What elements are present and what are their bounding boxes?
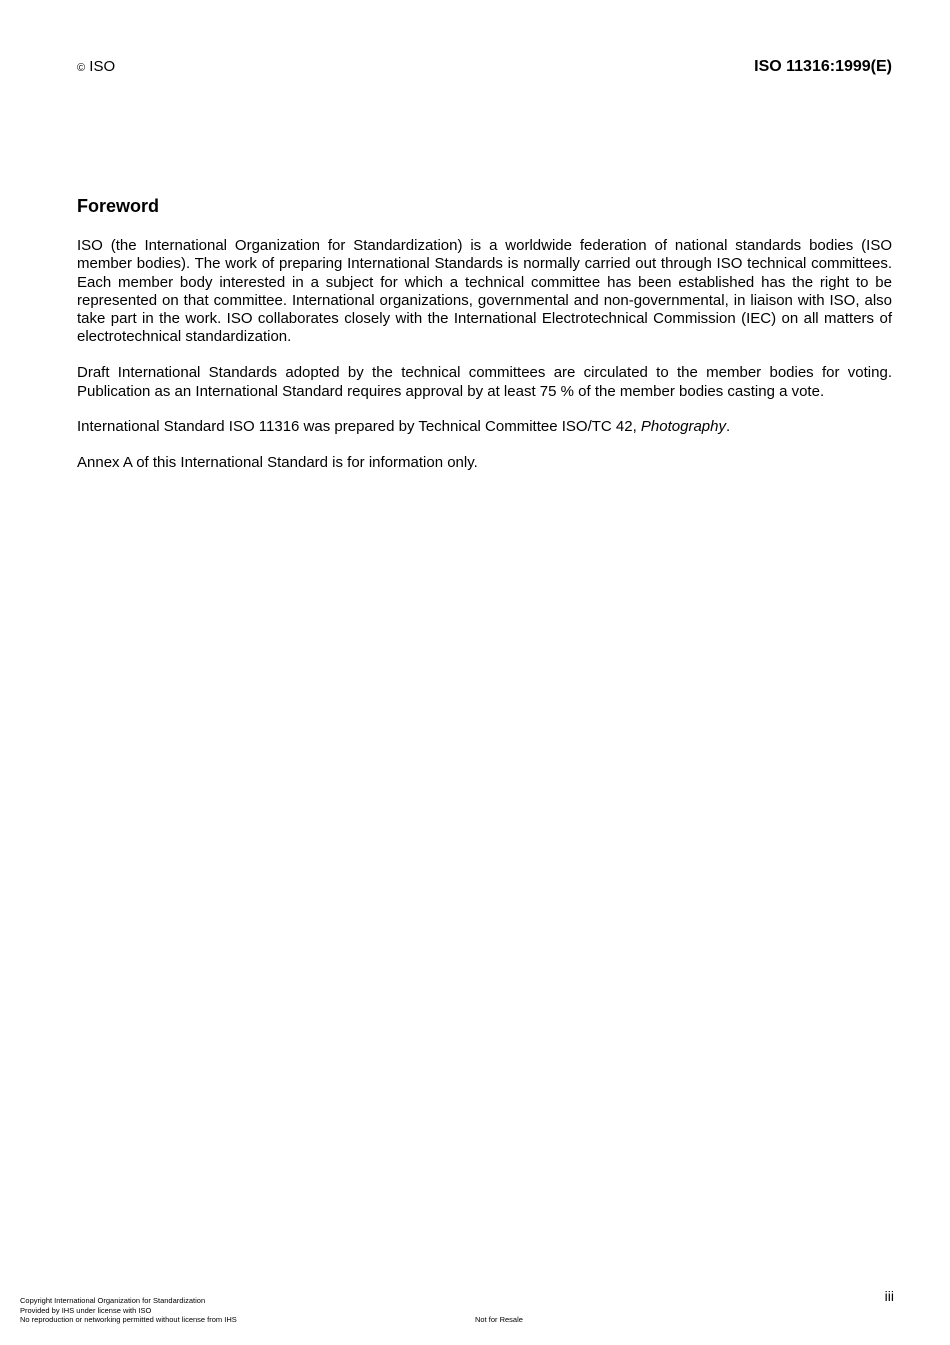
- document-id: ISO 11316:1999(E): [754, 58, 892, 75]
- foreword-body: [77, 237, 892, 490]
- header-org: ISO: [89, 58, 116, 75]
- not-for-resale: Not for Resale: [475, 1315, 523, 1324]
- footer-line: Copyright International Organization for Standardization: [20, 1296, 206, 1305]
- footer-line: No reproduction or networking permitted without license from IHS: [20, 1315, 237, 1325]
- paragraph-annex: Annex A of this International Standard is for information only.: [77, 454, 478, 472]
- committee-subject: Photography: [640, 418, 726, 436]
- paragraph: ISO (the International Organization for Standardization) is a worldwide federation of national standards bodies (ISO member bodies). The work of preparing International Standards is normally carried out through ISO technical committees. Each member body interested in a subject for which a technical committee has been established has the right to be represented on that committee. International organizations, governmental and non-governmental, in liaison with ISO, also take part in the work. ISO collaborates closely with the International Electrotechnical Commission (IEC) on all matters of electrotechnical standardization.: [77, 237, 892, 346]
- footer-copyright: [20, 1296, 237, 1325]
- page-number: iii: [884, 1288, 894, 1304]
- prepared-end: .: [726, 418, 731, 436]
- paragraph: Draft International Standards adopted by the technical committees are circulated to the member bodies for voting. Publication as an International Standard requires approval by at least 75 % of the member bodies casting a vote.: [77, 364, 892, 400]
- header-copyright: [77, 58, 115, 75]
- prepared-text: International Standard ISO 11316 was prepared by Technical Committee ISO/TC 42,: [77, 418, 641, 436]
- paragraph-prepared: [77, 418, 892, 436]
- copyright-symbol: ©: [77, 62, 86, 74]
- footer-line: Provided by IHS under license with ISO: [20, 1305, 152, 1315]
- section-title: Foreword: [77, 196, 160, 216]
